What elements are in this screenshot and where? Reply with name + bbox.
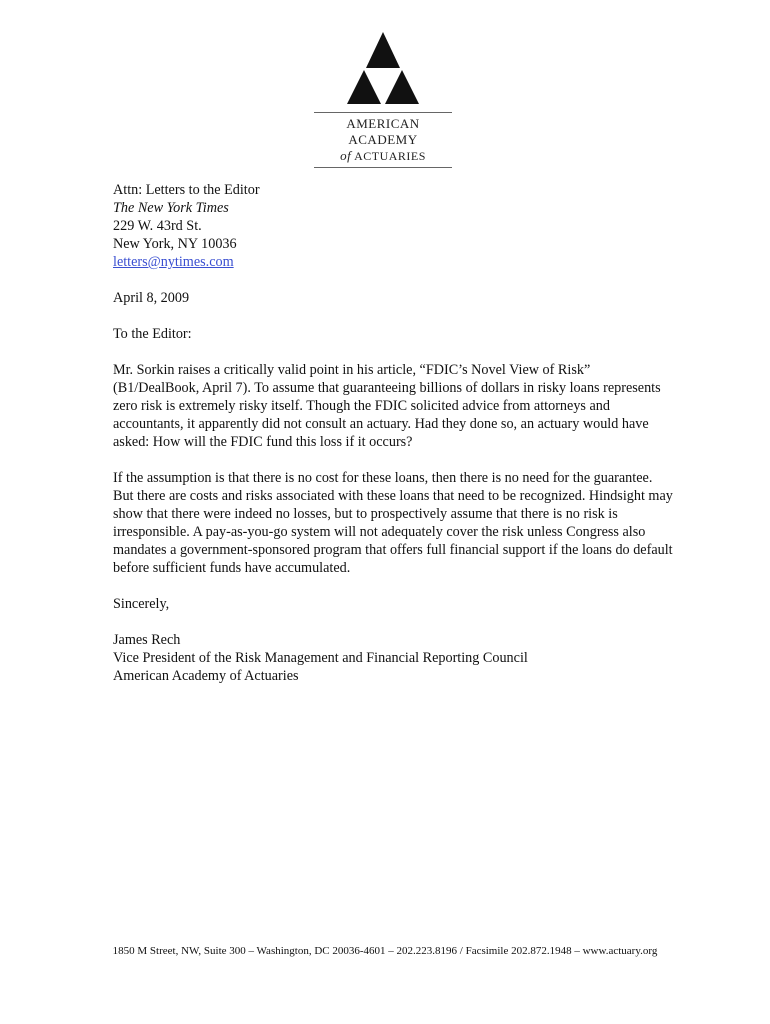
city-line: New York, NY 10036	[113, 236, 237, 252]
letter-date: April 8, 2009	[113, 290, 190, 306]
logo-rule-top	[314, 112, 452, 113]
logo-name-line1: AMERICAN ACADEMY	[346, 116, 420, 147]
closing: Sincerely,	[113, 596, 170, 612]
logo-actuaries: ACTUARIES	[354, 149, 426, 163]
street-line: 229 W. 43rd St.	[113, 218, 202, 234]
publication-name: The New York Times	[113, 200, 229, 216]
logo-rule-bottom	[314, 167, 452, 168]
logo-of: of	[340, 148, 352, 163]
recipient-address	[113, 181, 673, 271]
triangle-logo-icon	[342, 30, 424, 106]
signature-block	[113, 631, 673, 685]
letter-body	[113, 181, 673, 703]
logo-name-line2	[313, 148, 453, 164]
body-paragraph-2: If the assumption is that there is no cost for these loans, then there is no need for the guarantee. But there are costs and risks associated with these loans that need to be recognized. Hindsight may show that there were indeed no losses, but to prospectively assume that there is no risk is irresponsible. A pay-as-you-go system will not adequately cover the risk unless Congress also mandates a government-sponsored program that offers full financial support if the loans do default before sufficient funds have accumulated.	[113, 470, 673, 576]
signer-title: Vice President of the Risk Management and Financial Reporting Council	[113, 650, 528, 666]
body-paragraph-1: Mr. Sorkin raises a critically valid point in his article, “FDIC’s Novel View of Risk” (B1/DealBook, April 7). To assume that guaranteeing billions of dollars in risky loans represents zero risk is extremely risky itself. Though the FDIC solicited advice from attorneys and accountants, it apparently did not consult an actuary. Had they done so, an actuary would have asked: How will the FDIC fund this loss if it occurs?	[113, 362, 661, 450]
academy-logo	[313, 30, 453, 168]
signer-org: American Academy of Actuaries	[113, 668, 299, 684]
footer-address: 1850 M Street, NW, Suite 300 – Washington, DC 20036-4601 – 202.223.8196 / Facsimile 202.872.1948 – www.actuary.org	[112, 945, 658, 957]
attn-line: Attn: Letters to the Editor	[113, 182, 260, 198]
email-link[interactable]: letters@nytimes.com	[113, 254, 234, 270]
salutation: To the Editor:	[113, 326, 192, 342]
signer-name: James Rech	[113, 632, 181, 648]
